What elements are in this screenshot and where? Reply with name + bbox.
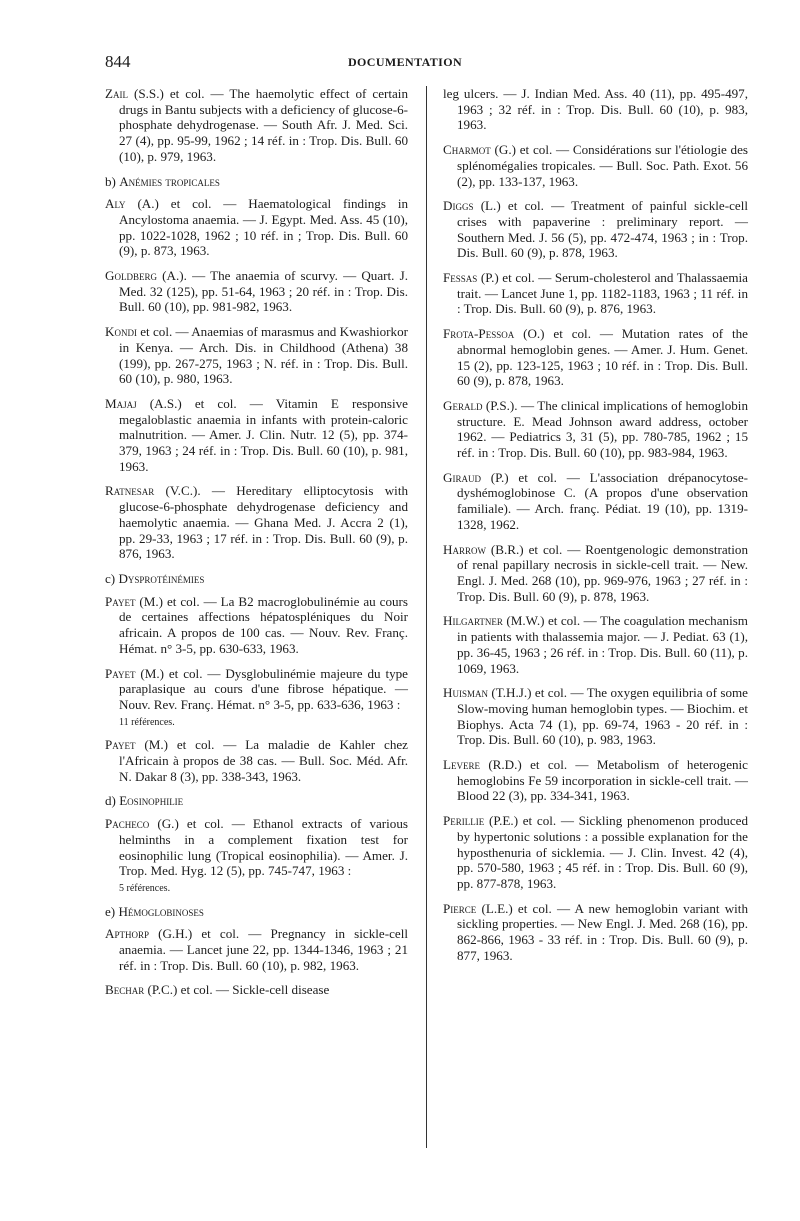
section-letter: d) xyxy=(105,793,120,809)
entry-author: Payet xyxy=(105,737,136,753)
bibliography-entry xyxy=(443,813,748,892)
entry-author: Majaj xyxy=(105,395,137,411)
entry-citation: (M.) et col. — La maladie de Kahler chez l'Africain à propos de 38 cas. — Bull. Soc. Méd. Afr. N. Dakar 8 (3), pp. 338-343, 1963. xyxy=(119,737,408,784)
entry-citation: (P.E.) et col. — Sickling phenomenon produced by hypertonic solutions : a possible explanation for the hyposthenuria of sicklemia. — J. Clin. Invest. 42 (4), pp. 570-580, 1963 ; 45 réf. in : Trop. Dis. Bull. 60 (9), pp. 877-878, 1963. xyxy=(457,813,748,891)
entry-author: Kondi xyxy=(105,324,137,340)
entry-author: Frota-Pessoa xyxy=(443,326,515,342)
section-letter: c) xyxy=(105,570,119,586)
bibliography-entry xyxy=(105,324,408,387)
bibliography-entry xyxy=(105,982,408,998)
entry-citation: (P.C.) et col. — Sickle-cell disease xyxy=(144,982,330,998)
page-header xyxy=(105,52,705,74)
entry-author: Giraud xyxy=(443,469,481,485)
bibliography-entry xyxy=(443,901,748,964)
entry-author: Levere xyxy=(443,757,480,773)
entry-author: Huisman xyxy=(443,685,488,701)
bibliography-entry xyxy=(443,757,748,804)
section-title: Hémoglobinoses xyxy=(118,903,204,919)
section-title: Dysprotéinémies xyxy=(118,570,205,586)
entry-author: Pacheco xyxy=(105,816,150,832)
entry-citation: (G.) et col. — Ethanol extracts of various helminths in a complement fixation test for eosinophilic lung (Tropical eosinophilia). — Amer. J. Trop. Med. Hyg. 12 (5), pp. 745-747, 1963 : xyxy=(119,816,408,879)
entry-author: Ratnesar xyxy=(105,483,155,499)
right-column xyxy=(443,86,748,972)
section-letter: e) xyxy=(105,903,119,919)
entry-citation: (A.) et col. — Haematological findings in Ancylostoma anaemia. — J. Egypt. Med. Ass. 45 (10), pp. 1022-1028, 1962 ; 10 réf. in ; Trop. Dis. Bull. 60 (9), p. 873, 1963. xyxy=(119,196,408,259)
section-title: Eosinophilie xyxy=(119,793,184,809)
entry-citation: (A.S.) et col. — Vitamin E responsive megaloblastic anaemia in infants with protein-caloric malnutrition. — Amer. J. Clin. Nutr. 12 (5), pp. 374-379, 1963 ; 24 réf. in : Trop. Dis. Bull. 60 (10), p. 981, 1963. xyxy=(119,395,408,474)
bibliography-entry xyxy=(443,198,748,261)
entry-author: Hilgartner xyxy=(443,613,503,629)
bibliography-entry xyxy=(105,196,408,259)
entry-author: Harrow xyxy=(443,541,486,557)
bibliography-entry xyxy=(443,613,748,676)
entry-citation: (L.) et col. — Treatment of painful sickle-cell crises with papaverine : preliminary report. — Southern Med. J. 56 (5), pp. 472-474, 1963 ; in : Trop. Dis. Bull. 60 (9), p. 878, 1963. xyxy=(457,198,748,261)
entry-citation: (V.C.). — Hereditary elliptocytosis with glucose-6-phosphate dehydrogenase deficiency and haemolytic anaemia. — Ghana Med. J. Accra 2 (1), pp. 29-33, 1963 ; 17 réf. in : Trop. Dis. Bull. 60 (9), p. 876, 1963. xyxy=(119,483,408,562)
entry-citation: (P.) et col. — L'association drépanocytose-dyshémoglobinose C. (A propos d'une observation familiale). — Arch. franç. Pédiat. 19 (10), pp. 1319-1328, 1962. xyxy=(457,469,748,532)
entry-note: 11 références. xyxy=(119,716,175,728)
entry-author: Payet xyxy=(105,665,136,681)
entry-citation: (L.E.) et col. — A new hemoglobin variant with sickling properties. — New Engl. J. Med. 268 (16), pp. 862-866, 1963 - 33 réf. in : Trop. Dis. Bull. 60 (9), p. 877, 1963. xyxy=(457,900,748,963)
entry-author: Aly xyxy=(105,196,126,212)
entry-author: Bechar xyxy=(105,982,145,998)
entry-author: Zail xyxy=(105,86,128,101)
bibliography-entry xyxy=(443,398,748,461)
left-column xyxy=(105,86,408,1007)
bibliography-entry xyxy=(443,685,748,748)
entry-citation: (A.). — The anaemia of scurvy. — Quart. J. Med. 32 (125), pp. 51-64, 1963 ; 20 réf. in : Trop. Dis. Bull. 60 (10), pp. 981-982, 1963. xyxy=(119,268,408,315)
bibliography-entry xyxy=(443,86,748,133)
entry-author: Diggs xyxy=(443,198,474,214)
entry-citation: leg ulcers. — J. Indian Med. Ass. 40 (11), pp. 495-497, 1963 ; 32 réf. in : Trop. Dis. Bull. 60 (10), p. 983, 1963. xyxy=(443,86,748,133)
bibliography-entry xyxy=(443,542,748,605)
entry-citation: (T.H.J.) et col. — The oxygen equilibria of some Slow-moving human hemoglobin types. — Biochim. et Biophys. Acta 74 (1), pp. 69-74, 1963 - 20 réf. in : Trop. Dis. Bull. 60 (10), p. 983, 1963. xyxy=(457,685,748,748)
bibliography-entry xyxy=(105,926,408,973)
bibliography-entry xyxy=(443,142,748,189)
bibliography-entry xyxy=(105,737,408,784)
entry-citation: (B.R.) et col. — Roentgenologic demonstration of renal papillary necrosis in sickle-cell trait. — New. Engl. J. Med. 268 (10), pp. 969-976, 1963 ; 27 réf. in : Trop. Dis. Bull. 60 (9), p. 878, 1963. xyxy=(457,541,748,604)
section-title: Anémies tropicales xyxy=(119,173,220,189)
column-divider xyxy=(426,86,427,1148)
bibliography-entry xyxy=(443,326,748,389)
bibliography-entry xyxy=(443,470,748,533)
bibliography-entry xyxy=(105,816,408,895)
entry-author: Pierce xyxy=(443,900,477,916)
section-letter: b) xyxy=(105,173,120,189)
bibliography-entry xyxy=(105,86,408,165)
entry-citation: (M.) et col. — La B2 macroglobulinémie au cours de certaines affections hépatospléniques du Noir africain. A propos de 100 cas. — Nouv. Rev. Franç. Hémat. n° 3-5, pp. 630-633, 1963. xyxy=(119,593,408,656)
bibliography-entry xyxy=(443,270,748,317)
running-head: DOCUMENTATION xyxy=(347,55,463,69)
entry-author: Goldberg xyxy=(105,268,157,284)
entry-citation: (S.S.) et col. — The haemolytic effect of certain drugs in Bantu subjects with a deficiency of glucose-6-phosphate dehydrogenase. — South Afr. J. Med. Sci. 27 (4), pp. 95-99, 1962 ; 14 réf. in : Trop. Dis. Bull. 60 (10), p. 979, 1963. xyxy=(119,86,408,164)
entry-author: Payet xyxy=(105,593,136,609)
entry-citation: (M.W.) et col. — The coagulation mechanism in patients with thalassemia major. — J. Pediat. 63 (1), pp. 36-45, 1963 ; 26 réf. in : Trop. Dis. Bull. 60 (11), p. 1069, 1963. xyxy=(457,613,748,676)
entry-author: Gerald xyxy=(443,397,483,413)
section-heading xyxy=(105,571,408,587)
bibliography-entry xyxy=(105,396,408,475)
entry-citation: (P.S.). — The clinical implications of hemoglobin structure. E. Mead Johnson award address, october 1962. — Pediatrics 3, 31 (5), pp. 780-785, 1962 ; 15 réf. in : Trop. Dis. Bull. 60 (10), pp. 983-984, 1963. xyxy=(457,397,748,461)
entry-citation: (M.) et col. — Dysglobulinémie majeure du type paraplasique au cours d'une fibrose hépatique. — Nouv. Rev. Franç. Hémat. n° 3-5, pp. 633-636, 1963 : xyxy=(119,665,408,712)
entry-author: Perillie xyxy=(443,813,485,829)
entry-author: Charmot xyxy=(443,142,491,158)
bibliography-entry xyxy=(105,594,408,657)
entry-author: Fessas xyxy=(443,270,478,286)
entry-citation: (O.) et col. — Mutation rates of the abnormal hemoglobin genes. — Amer. J. Hum. Genet. 15 (2), pp. 123-125, 1963 ; 10 réf. in : Trop. Dis. Bull. 60 (9), p. 878, 1963. xyxy=(457,326,748,389)
section-heading xyxy=(105,793,408,809)
bibliography-entry xyxy=(105,666,408,729)
entry-citation: (R.D.) et col. — Metabolism of heterogenic hemoglobins Fe 59 incorporation in sickle-cell trait. — Blood 22 (3), pp. 334-341, 1963. xyxy=(457,757,748,804)
entry-citation: et col. — Anaemias of marasmus and Kwashiorkor in Kenya. — Arch. Dis. in Childhood (Athena) 38 (199), pp. 267-275, 1963 ; N. réf. in : Trop. Dis. Bull. 60 (10), p. 980, 1963. xyxy=(119,324,408,387)
entry-citation: (P.) et col. — Serum-cholesterol and Thalassaemia trait. — Lancet June 1, pp. 1182-1183, 1963 ; 11 réf. in : Trop. Dis. Bull. 60 (9), p. 876, 1963. xyxy=(457,270,748,317)
section-heading xyxy=(105,174,408,190)
bibliography-entry xyxy=(105,268,408,315)
entry-citation: (G.) et col. — Considérations sur l'étiologie des splénomégalies tropicales. — Bull. Soc. Path. Exot. 56 (2), pp. 133-137, 1963. xyxy=(457,142,748,189)
entry-author: Apthorp xyxy=(105,926,149,942)
entry-note: 5 références. xyxy=(119,882,171,894)
page-number: 844 xyxy=(105,52,131,71)
entry-citation: (G.H.) et col. — Pregnancy in sickle-cell anaemia. — Lancet june 22, pp. 1344-1346, 1963 ; 21 réf. in : Trop. Dis. Bull. 60 (10), p. 982, 1963. xyxy=(119,926,408,973)
bibliography-entry xyxy=(105,483,408,562)
section-heading xyxy=(105,904,408,920)
